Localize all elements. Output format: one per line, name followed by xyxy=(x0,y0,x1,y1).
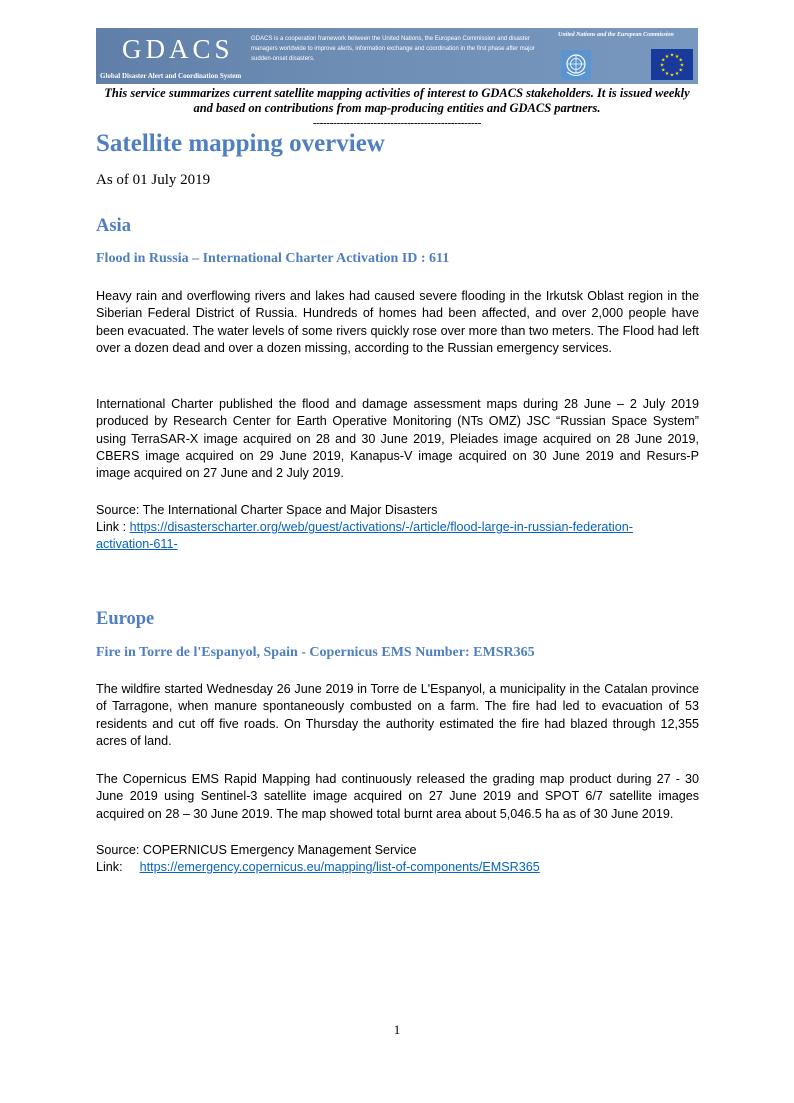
charter-activation-link[interactable]: https://disasterscharter.org/web/guest/activations/-/article/flood-large-in-russian-federation- xyxy=(129,520,633,534)
event-title-spain-fire: Fire in Torre de l'Espanyol, Spain - Copernicus EMS Number: EMSR365 xyxy=(96,645,535,660)
un-emblem-icon xyxy=(561,50,591,80)
service-intro: This service summarizes current satellite mapping activities of interest to GDACS stakeholders. It is issued weekly and based on contributions from map-producing entities and GDACS partners. xyxy=(104,86,690,115)
gdacs-logo-subtitle: Global Disaster Alert and Coordination System xyxy=(100,72,242,80)
region-heading-europe: Europe xyxy=(96,609,155,629)
eu-star-icon: ★ xyxy=(659,62,665,69)
separator-line: -------------------------------------------------- xyxy=(312,117,482,129)
gdacs-banner xyxy=(96,28,698,84)
eu-star-icon: ★ xyxy=(674,53,680,60)
eu-star-icon: ★ xyxy=(678,67,683,74)
link-label: Link : xyxy=(96,520,130,534)
eu-star-icon: ★ xyxy=(674,71,680,78)
copernicus-emsr365-link[interactable]: https://emergency.copernicus.eu/mapping/list-of-components/EMSR365 xyxy=(139,860,540,874)
event-title-russia-flood: Flood in Russia – International Charter Activation ID : 611 xyxy=(96,251,450,266)
page-number: 1 xyxy=(393,1022,401,1037)
gdacs-description: GDACS is a cooperation framework between the United Nations, the European Commission and disaster managers worldwide to improve alerts, information exchange and coordination in the first phase after major sudden-onset disasters. xyxy=(251,36,535,62)
charter-activation-link-continued[interactable]: activation-611- xyxy=(96,537,178,551)
eu-star-icon: ★ xyxy=(679,62,685,69)
link-line-russia xyxy=(96,519,633,536)
link-line-spain xyxy=(96,859,540,876)
eu-star-icon: ★ xyxy=(664,71,670,78)
paragraph-russia-situation: Heavy rain and overflowing rivers and lakes had caused severe flooding in the Irkutsk Oblast region in the Siberian Federal District of Russia. Hundreds of homes had been affected, and over 2,000 people have been evacuated. The water levels of some rivers quickly rose over more than two meters. The Flood had left over a dozen dead and over a dozen missing, according to the Russian emergency services. xyxy=(96,289,699,355)
eu-star-icon: ★ xyxy=(661,57,666,64)
paragraph-spain-copernicus: The Copernicus EMS Rapid Mapping had continuously released the grading map product during 27 - 30 June 2019 using Sentinel-3 satellite image acquired on 27 June 2019 and SPOT 6/7 satellite images acquired on 28 – 30 June 2019. The map showed total burnt area about 5,046.5 ha as of 30 June 2019. xyxy=(96,772,699,821)
region-heading-asia: Asia xyxy=(96,216,131,236)
source-russia: Source: The International Charter Space and Major Disasters xyxy=(96,503,438,517)
partners-label: United Nations and the European Commission xyxy=(558,32,674,38)
eu-star-icon: ★ xyxy=(664,53,670,60)
eu-star-icon: ★ xyxy=(669,72,675,79)
source-spain: Source: COPERNICUS Emergency Management Service xyxy=(96,843,417,857)
report-date: As of 01 July 2019 xyxy=(96,172,211,188)
paragraph-spain-situation: The wildfire started Wednesday 26 June 2019 in Torre de L'Espanyol, a municipality in the Catalan province of Tarragone, when manure spontaneously combusted on a farm. The fire had led to evacuation of 53 residents and cut off five roads. On Thursday the authority estimated the fire had blazed through 12,355 acres of land. xyxy=(96,682,699,748)
page-title: Satellite mapping overview xyxy=(96,130,385,157)
gdacs-logo: GDACS xyxy=(122,34,234,64)
link-label: Link: xyxy=(96,860,123,874)
eu-star-icon: ★ xyxy=(661,67,666,74)
eu-star-icon: ★ xyxy=(669,52,675,59)
paragraph-russia-charter: International Charter published the flood and damage assessment maps during 28 June – 2 July 2019 produced by Research Center for Earth Operative Monitoring (NTs OMZ) JSC “Russian Space System” using TerraSAR-X image acquired on 28 and 30 June 2019, Pleiades image acquired on 28 June 2019, CBERS image acquired on 29 June 2019, Kanapus-V image acquired on 30 June 2019 and Resurs-P image acquired on 27 June and 2 July 2019. xyxy=(96,397,699,481)
eu-star-icon: ★ xyxy=(678,57,683,64)
eu-flag-icon xyxy=(651,49,693,80)
